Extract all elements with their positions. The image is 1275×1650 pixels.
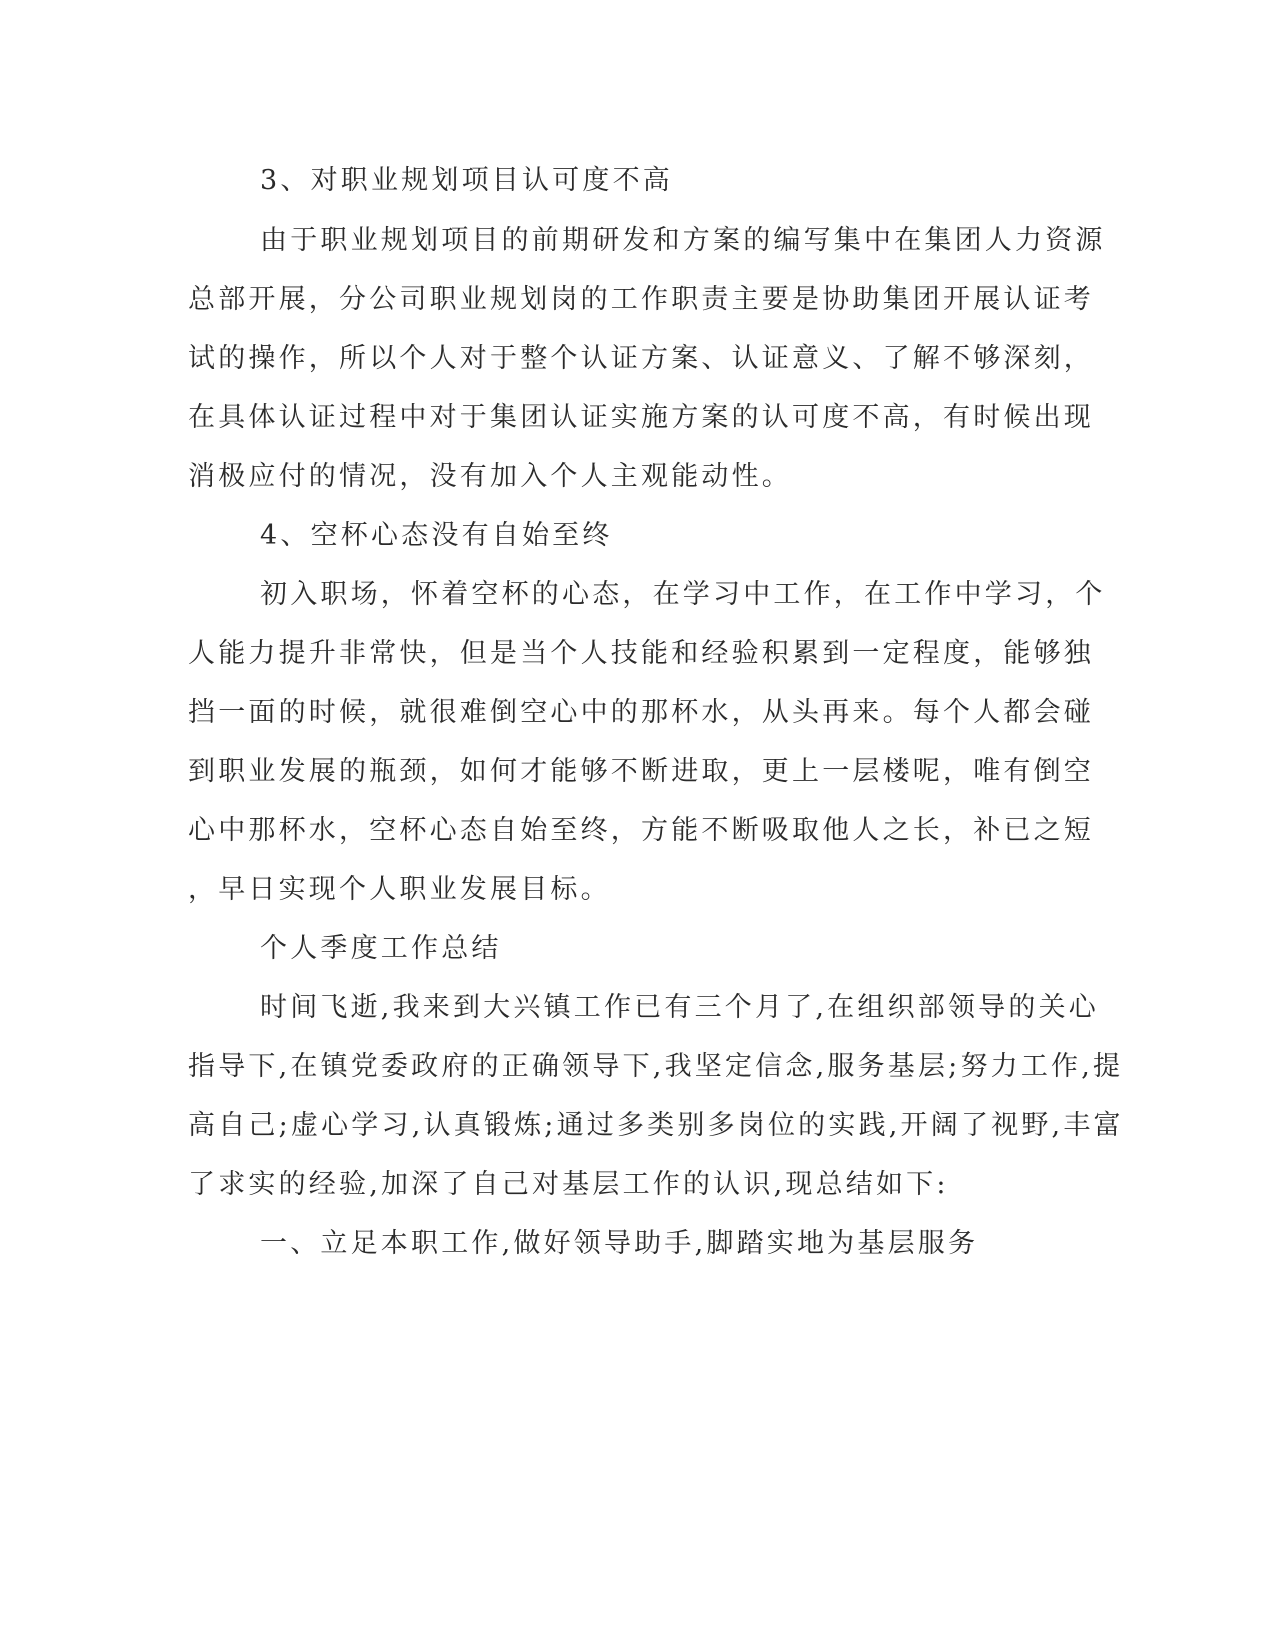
section-4-heading: 4、空杯心态没有自始至终 <box>260 520 613 551</box>
paragraph-line: 高自己;虚心学习,认真锻炼;通过多类别多岗位的实践,开阔了视野,丰富 <box>188 1110 1124 1141</box>
paragraph-line: 总部开展，分公司职业规划岗的工作职责主要是协助集团开展认证考 <box>188 284 1094 315</box>
summary-title: 个人季度工作总结 <box>260 933 502 964</box>
paragraph-line: 到职业发展的瓶颈，如何才能够不断进取，更上一层楼呢，唯有倒空 <box>188 756 1094 787</box>
paragraph-line: 指导下,在镇党委政府的正确领导下,我坚定信念,服务基层;努力工作,提 <box>188 1051 1124 1082</box>
paragraph-line: 初入职场，怀着空杯的心态，在学习中工作，在工作中学习，个 <box>260 579 1106 610</box>
paragraph-line: 在具体认证过程中对于集团认证实施方案的认可度不高，有时候出现 <box>188 402 1094 433</box>
paragraph-line: 试的操作，所以个人对于整个认证方案、认证意义、了解不够深刻， <box>188 343 1094 374</box>
point-1-heading: 一、立足本职工作,做好领导助手,脚踏实地为基层服务 <box>260 1228 979 1259</box>
paragraph-line: 人能力提升非常快，但是当个人技能和经验积累到一定程度，能够独 <box>188 638 1094 669</box>
section-3-heading: 3、对职业规划项目认可度不高 <box>260 165 673 196</box>
paragraph-line: ，早日实现个人职业发展目标。 <box>188 874 611 905</box>
paragraph-line: 了求实的经验,加深了自己对基层工作的认识,现总结如下: <box>188 1169 949 1200</box>
paragraph-line: 时间飞逝,我来到大兴镇工作已有三个月了,在组织部领导的关心 <box>260 992 1099 1023</box>
paragraph-line: 消极应付的情况，没有加入个人主观能动性。 <box>188 461 792 492</box>
paragraph-line: 挡一面的时候，就很难倒空心中的那杯水，从头再来。每个人都会碰 <box>188 697 1094 728</box>
paragraph-line: 心中那杯水，空杯心态自始至终，方能不断吸取他人之长，补已之短 <box>188 815 1094 846</box>
paragraph-line: 由于职业规划项目的前期研发和方案的编写集中在集团人力资源 <box>260 225 1106 256</box>
